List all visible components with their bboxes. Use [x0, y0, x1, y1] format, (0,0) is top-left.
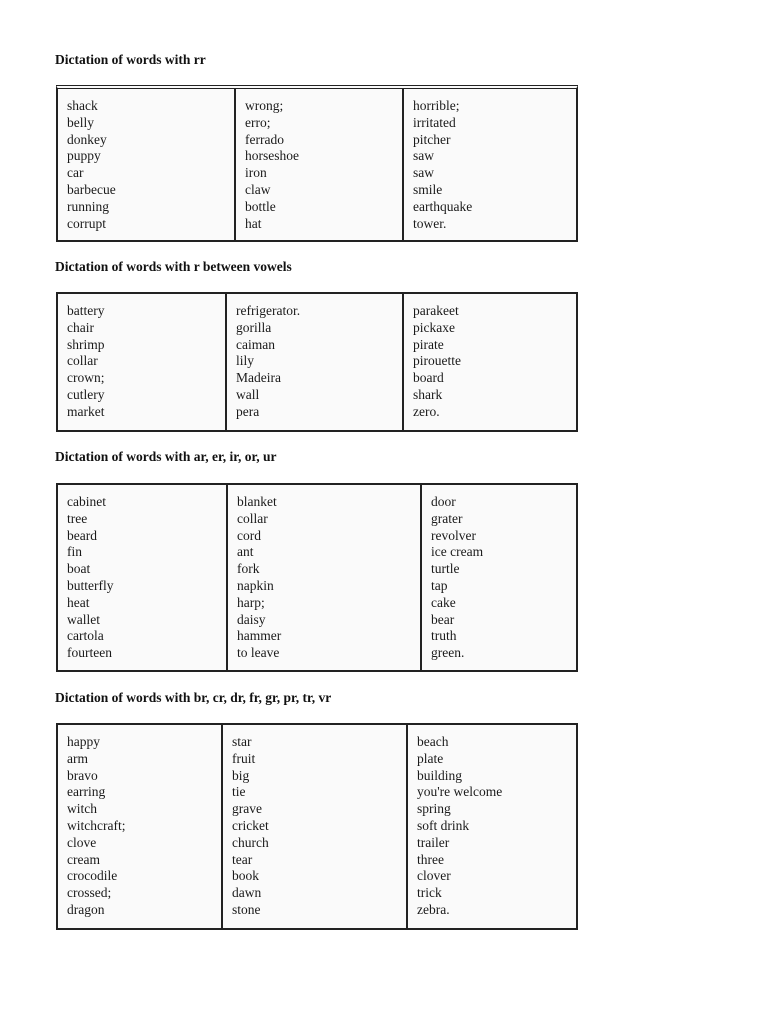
word-cell: wrong;	[245, 98, 284, 113]
word-cell: you're welcome	[417, 784, 503, 800]
word-column-2	[225, 294, 402, 430]
word-cell: irritated	[413, 114, 456, 130]
word-cell: earring	[67, 784, 106, 800]
word-cell: turtle	[431, 561, 460, 577]
word-cell: zero.	[413, 403, 440, 419]
word-cell: donkey	[67, 131, 107, 147]
word-cell: beach	[417, 734, 449, 749]
word-column-2	[221, 725, 406, 928]
word-cell: zebra.	[417, 901, 450, 917]
word-column-1	[58, 89, 234, 240]
word-cell: Madeira	[236, 370, 281, 386]
word-cell: cricket	[232, 817, 269, 833]
word-cell: shrimp	[67, 336, 105, 352]
word-cell: parakeet	[413, 303, 459, 318]
word-cell: tear	[232, 851, 253, 867]
word-cell: cabinet	[67, 494, 106, 509]
word-cell: trailer	[417, 834, 450, 850]
word-cell: crossed;	[67, 885, 112, 901]
word-cell: daisy	[237, 611, 266, 627]
word-cell: fin	[67, 544, 82, 560]
word-cell: lily	[236, 353, 255, 369]
word-table-r-between-vowels	[56, 292, 578, 432]
word-cell: erro;	[245, 114, 271, 130]
word-cell: pirouette	[413, 353, 461, 369]
word-column-3	[406, 725, 576, 928]
word-column-3	[420, 485, 576, 670]
word-cell: boat	[67, 561, 91, 577]
word-cell: dragon	[67, 901, 105, 917]
word-cell: fourteen	[67, 645, 112, 661]
word-cell: book	[232, 868, 259, 884]
word-cell: door	[431, 494, 456, 509]
word-cell: witch	[67, 801, 97, 817]
word-cell: chair	[67, 319, 94, 335]
word-column-2	[226, 485, 420, 670]
word-cell: collar	[237, 510, 268, 526]
word-column-1	[58, 725, 221, 928]
word-cell: wallet	[67, 611, 100, 627]
word-column-1	[58, 485, 226, 670]
word-cell: blanket	[237, 494, 277, 509]
word-cell: grater	[431, 510, 463, 526]
word-cell: ant	[237, 544, 254, 560]
word-table-consonant-clusters	[56, 723, 578, 930]
word-cell: tree	[67, 510, 88, 526]
word-cell: heat	[67, 594, 90, 610]
word-cell: clove	[67, 834, 97, 850]
word-cell: puppy	[67, 148, 101, 164]
word-cell: dawn	[232, 885, 262, 901]
section-heading-rr: Dictation of words with rr	[55, 52, 206, 67]
word-cell: crocodile	[67, 868, 118, 884]
word-column-3	[402, 89, 576, 240]
word-cell: refrigerator.	[236, 303, 301, 318]
word-cell: smile	[413, 181, 443, 197]
word-cell: collar	[67, 353, 98, 369]
word-column-2	[234, 89, 402, 240]
word-cell: pickaxe	[413, 319, 455, 335]
word-cell: crown;	[67, 370, 105, 386]
word-cell: soft drink	[417, 817, 470, 833]
section-heading-ar-er-ir-or-ur: Dictation of words with ar, er, ir, or, ur	[55, 449, 277, 464]
word-cell: saw	[413, 148, 434, 164]
word-cell: horrible;	[413, 98, 460, 113]
word-cell: cartola	[67, 628, 104, 644]
word-cell: clover	[417, 868, 451, 884]
word-cell: big	[232, 767, 250, 783]
word-cell: cream	[67, 851, 100, 867]
word-cell: board	[413, 370, 444, 386]
word-cell: witchcraft;	[67, 817, 126, 833]
word-cell: bottle	[245, 198, 276, 214]
word-cell: beard	[67, 527, 97, 543]
word-cell: stone	[232, 901, 261, 917]
word-cell: pitcher	[413, 131, 451, 147]
word-cell: market	[67, 403, 105, 419]
word-cell: barbecue	[67, 181, 116, 197]
word-cell: wall	[236, 386, 260, 402]
word-column-3	[402, 294, 576, 430]
word-cell: napkin	[237, 577, 274, 593]
word-table-rr	[56, 85, 578, 242]
word-cell: bear	[431, 611, 455, 627]
word-cell: battery	[67, 303, 105, 318]
word-cell: earthquake	[413, 198, 473, 214]
word-cell: trick	[417, 885, 442, 901]
word-cell: pirate	[413, 336, 444, 352]
word-cell: revolver	[431, 527, 476, 543]
word-cell: happy	[67, 734, 100, 749]
word-cell: three	[417, 851, 444, 867]
word-cell: corrupt	[67, 215, 106, 231]
word-cell: bravo	[67, 767, 98, 783]
word-cell: cake	[431, 594, 456, 610]
word-cell: gorilla	[236, 319, 272, 335]
word-cell: arm	[67, 750, 88, 766]
word-cell: hammer	[237, 628, 282, 644]
section-heading-r-between-vowels: Dictation of words with r between vowels	[55, 259, 292, 274]
word-cell: pera	[236, 403, 260, 419]
word-cell: fruit	[232, 750, 256, 766]
word-cell: grave	[232, 801, 262, 817]
word-cell: fork	[237, 561, 260, 577]
word-cell: horseshoe	[245, 148, 299, 164]
word-cell: cord	[237, 527, 261, 543]
word-cell: tie	[232, 784, 246, 800]
section-heading-consonant-clusters: Dictation of words with br, cr, dr, fr, gr, pr, tr, vr	[55, 690, 332, 705]
word-cell: shack	[67, 98, 98, 113]
word-cell: saw	[413, 165, 434, 181]
word-cell: plate	[417, 750, 444, 766]
word-cell: truth	[431, 628, 457, 644]
word-table-ar-er-ir-or-ur	[56, 483, 578, 672]
word-cell: spring	[417, 801, 451, 817]
word-cell: car	[67, 165, 84, 181]
word-cell: butterfly	[67, 577, 114, 593]
word-cell: tap	[431, 577, 448, 593]
word-cell: shark	[413, 386, 443, 402]
word-cell: tower.	[413, 215, 447, 231]
word-column-1	[58, 294, 225, 430]
word-cell: hat	[245, 215, 262, 231]
word-cell: running	[67, 198, 109, 214]
word-cell: star	[232, 734, 252, 749]
word-cell: building	[417, 767, 463, 783]
word-cell: iron	[245, 165, 267, 181]
word-cell: cutlery	[67, 386, 105, 402]
word-cell: to leave	[237, 645, 280, 661]
word-cell: ferrado	[245, 131, 284, 147]
word-cell: green.	[431, 645, 465, 661]
word-cell: church	[232, 834, 269, 850]
word-cell: harp;	[237, 594, 265, 610]
word-cell: belly	[67, 114, 94, 130]
word-cell: caiman	[236, 336, 275, 352]
word-cell: claw	[245, 181, 271, 197]
word-cell: ice cream	[431, 544, 484, 560]
